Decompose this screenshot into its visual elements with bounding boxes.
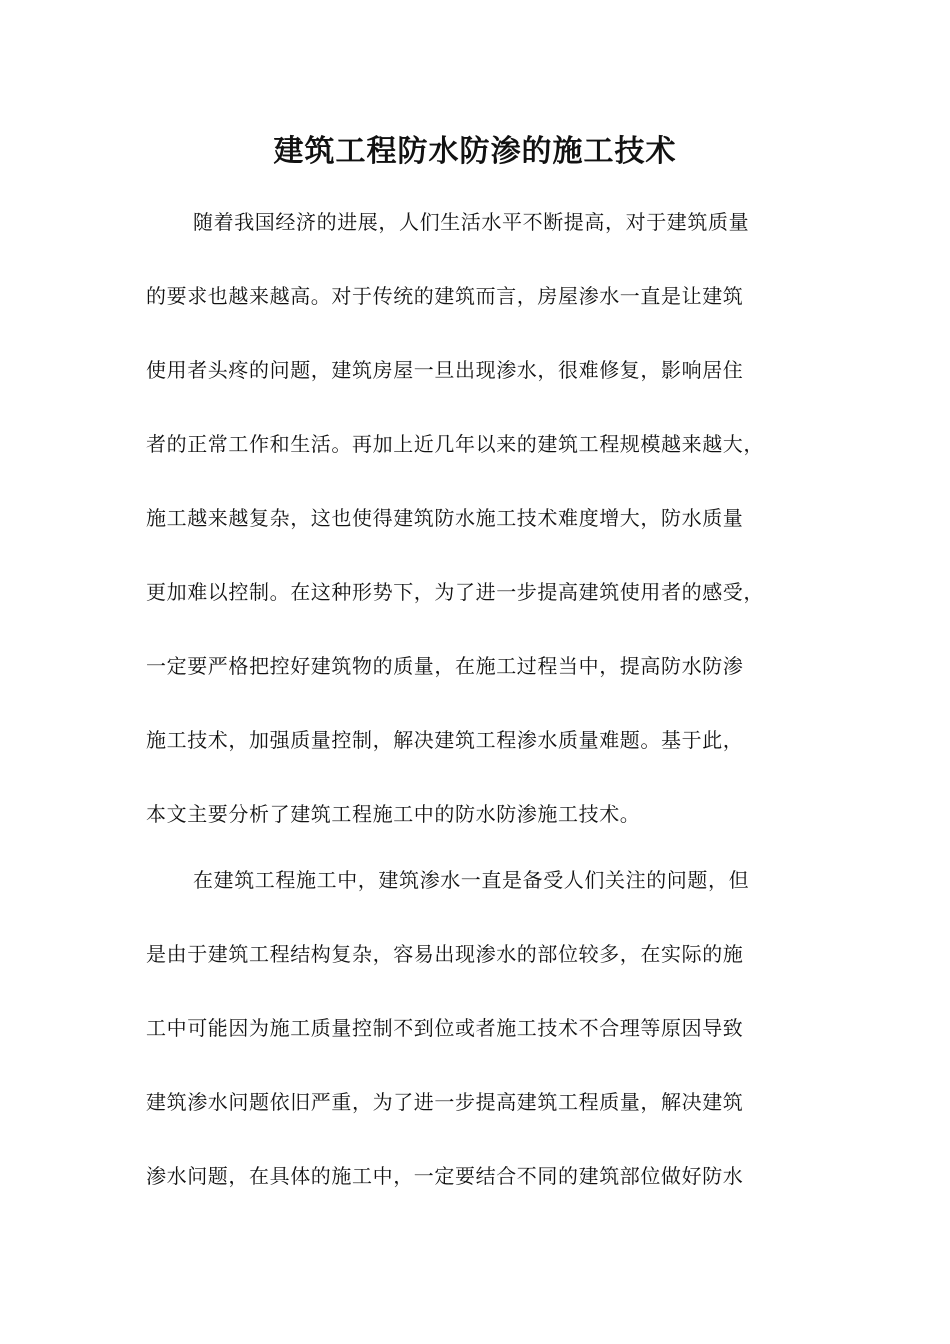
paragraph-2-line-3: 工中可能因为施工质量控制不到位或者施工技术不合理等原因导致 [146,1016,744,1040]
paragraph-1-line-1: 随着我国经济的进展，人们生活水平不断提高，对于建筑质量 [193,210,750,234]
paragraph-2-line-1: 在建筑工程施工中，建筑渗水一直是备受人们关注的问题，但 [193,868,750,892]
paragraph-2-line-4: 建筑渗水问题依旧严重，为了进一步提高建筑工程质量，解决建筑 [146,1090,744,1114]
document-title: 建筑工程防水防渗的施工技术 [273,134,677,169]
paragraph-1-line-2: 的要求也越来越高。对于传统的建筑而言，房屋渗水一直是让建筑 [146,284,744,308]
paragraph-2-line-5: 渗水问题，在具体的施工中，一定要结合不同的建筑部位做好防水 [146,1164,744,1188]
paragraph-1-line-4: 者的正常工作和生活。再加上近几年以来的建筑工程规模越来越大， [146,432,764,456]
paragraph-1-line-9: 本文主要分析了建筑工程施工中的防水防渗施工技术。 [146,802,641,826]
paragraph-1-line-3: 使用者头疼的问题，建筑房屋一旦出现渗水，很难修复，影响居住 [146,358,744,382]
paragraph-1-line-6: 更加难以控制。在这种形势下，为了进一步提高建筑使用者的感受， [146,580,764,604]
paragraph-1-line-7: 一定要严格把控好建筑物的质量，在施工过程当中，提高防水防渗 [146,654,744,678]
paragraph-1-line-8: 施工技术，加强质量控制，解决建筑工程渗水质量难题。基于此， [146,728,744,752]
paragraph-1-line-5: 施工越来越复杂，这也使得建筑防水施工技术难度增大，防水质量 [146,506,744,530]
paragraph-2-line-2: 是由于建筑工程结构复杂，容易出现渗水的部位较多，在实际的施 [146,942,744,966]
